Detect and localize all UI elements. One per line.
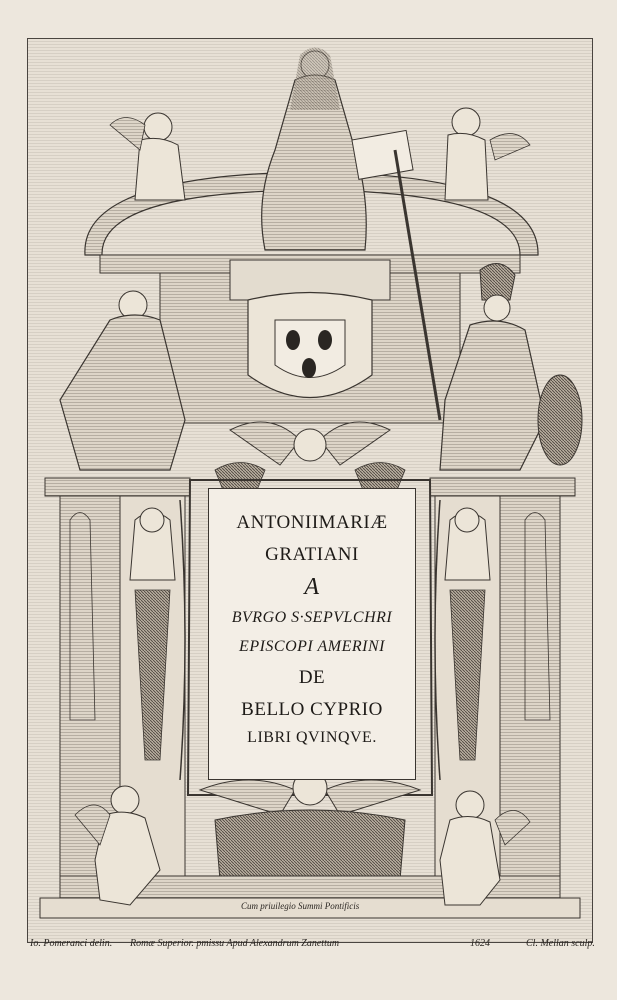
designer-credit: Io. Pomeranci delin. (30, 938, 113, 949)
imprint-line (30, 938, 600, 954)
barberini-coat-of-arms (248, 293, 372, 398)
cherub-top-right (445, 108, 530, 200)
author-name-line-1: ANTONIIMARIÆ (236, 512, 388, 533)
volumes-line: LIBRI QVINQVE. (247, 728, 377, 746)
preposition-line: A (304, 573, 320, 600)
book-title-line: BELLO CYPRIO (241, 698, 383, 720)
bee-icon (318, 330, 332, 350)
de-line: DE (298, 666, 326, 688)
bee-icon (286, 330, 300, 350)
bishop-line: EPISCOPI AMERINI (239, 637, 385, 655)
title-cartouche (208, 488, 416, 780)
publication-year: 1624 (470, 938, 490, 949)
cherub-top-left (110, 113, 185, 200)
author-name-line-2: GRATIANI (265, 543, 359, 565)
winged-cherub-head-upper (215, 422, 405, 495)
bee-icon (302, 358, 316, 378)
engraver-credit: Cl. Mellan sculp. (526, 938, 595, 949)
winged-cherub-head-lower (200, 771, 420, 880)
place-line: BVRGO S·SEPVLCHRI (231, 609, 393, 627)
seated-figure-right-minerva (440, 264, 582, 470)
privilege-notice: Cum priuilegio Summi Pontificis (241, 901, 360, 911)
publisher-credit: Romæ Superior. pmissu Apud Alexandrum Zanettum (130, 938, 340, 949)
